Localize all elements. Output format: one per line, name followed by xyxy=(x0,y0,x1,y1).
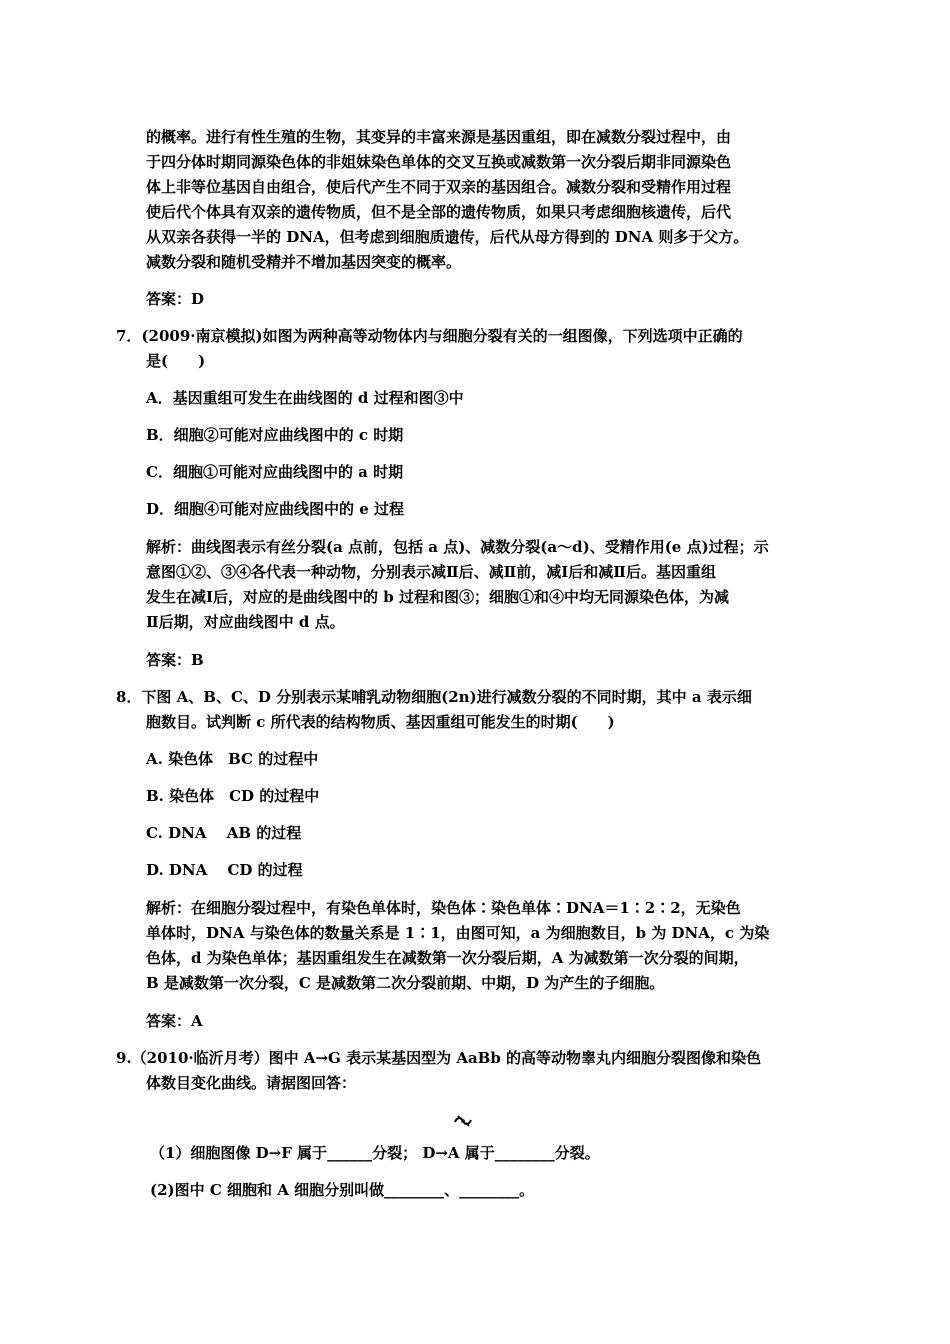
q8-option-d: D. DNA CD 的过程 xyxy=(146,861,303,879)
q8-explanation-line: B 是减数第一次分裂，C 是减数第二次分裂前期、中期，D 为产生的子细胞。 xyxy=(146,974,665,992)
q7-option-b: B．细胞②可能对应曲线图中的 c 时期 xyxy=(146,426,404,444)
q7-stem-line: 是( ) xyxy=(146,352,206,370)
q7-explanation-line: Ⅱ后期，对应曲线图中 d 点。 xyxy=(146,613,345,631)
q7-explanation-line: 意图①②、③④各代表一种动物，分别表示减Ⅱ后、减Ⅱ前，减Ⅰ后和减Ⅱ后。基因重组 xyxy=(146,563,716,581)
q8-explanation-line: 单体时，DNA 与染色体的数量关系是 1∶1，由图可知，a 为细胞数目，b 为 DNA，c 为染 xyxy=(146,924,770,942)
q9-subquestion-1: （1）细胞图像 D→F 属于______分裂； D→A 属于________分裂。 xyxy=(150,1144,600,1162)
q9-stem-line: 体数目变化曲线。请据图回答： xyxy=(146,1074,357,1092)
q8-stem-line: 胞数目。试判断 c 所代表的结构物质、基因重组可能发生的时期( ) xyxy=(146,713,615,731)
prev-explanation-line: 的概率。进行有性生殖的生物，其变异的丰富来源是基因重组，即在减数分裂过程中，由 xyxy=(146,128,732,146)
prev-explanation-line: 于四分体时期同源染色体的非姐妹染色单体的交叉互换或减数第一次分裂后期非同源染色 xyxy=(146,153,732,171)
q8-option-c: C. DNA AB 的过程 xyxy=(146,824,302,842)
q7-option-a: A．基因重组可发生在曲线图的 d 过程和图③中 xyxy=(146,389,464,407)
q9-subquestion-2: (2)图中 C 细胞和 A 细胞分别叫做________、________。 xyxy=(150,1181,535,1199)
q9-stem-line: 9.（2010·临沂月考）图中 A→G 表示某基因型为 AaBb 的高等动物睾丸内细胞分裂图像和染色 xyxy=(116,1049,762,1067)
q7-explanation-line: 解析：曲线图表示有丝分裂(a 点前，包括 a 点)、减数分裂(a～d)、受精作用(e 点)过程；示 xyxy=(146,538,769,556)
broken-image-icon xyxy=(452,1113,474,1129)
q7-explanation-line: 发生在减Ⅰ后，对应的是曲线图中的 b 过程和图③；细胞①和④中均无同源染色体，为减 xyxy=(146,588,729,606)
prev-answer: 答案：D xyxy=(146,290,205,308)
q8-explanation-line: 色体，d 为染色单体；基因重组发生在减数第一次分裂后期，A 为减数第一次分裂的间期， xyxy=(146,949,749,967)
prev-explanation-line: 体上非等位基因自由组合，使后代产生不同于双亲的基因组合。减数分裂和受精作用过程 xyxy=(146,178,732,196)
q8-explanation-line: 解析：在细胞分裂过程中，有染色单体时，染色体∶染色单体∶DNA＝1∶2∶2，无染色 xyxy=(146,899,741,917)
q7-option-c: C．细胞①可能对应曲线图中的 a 时期 xyxy=(146,463,404,481)
q8-option-b: B. 染色体 CD 的过程中 xyxy=(146,787,320,805)
q7-answer: 答案：B xyxy=(146,651,204,669)
q7-option-d: D．细胞④可能对应曲线图中的 e 过程 xyxy=(146,500,404,518)
q8-answer: 答案：A xyxy=(146,1012,203,1030)
q7-stem-line: 7．(2009·南京模拟)如图为两种高等动物体内与细胞分裂有关的一组图像，下列选项中正确的 xyxy=(116,327,743,345)
prev-explanation-line: 使后代个体具有双亲的遗传物质，但不是全部的遗传物质，如果只考虑细胞核遗传，后代 xyxy=(146,203,732,221)
prev-explanation-line: 减数分裂和随机受精并不增加基因突变的概率。 xyxy=(146,253,462,271)
q8-stem-line: 8．下图 A、B、C、D 分别表示某哺乳动物细胞(2n)进行减数分裂的不同时期，其中 a 表示细 xyxy=(116,688,752,706)
q8-option-a: A. 染色体 BC 的过程中 xyxy=(146,750,319,768)
prev-explanation-line: 从双亲各获得一半的 DNA，但考虑到细胞质遗传，后代从母方得到的 DNA 则多于父方。 xyxy=(146,228,749,246)
